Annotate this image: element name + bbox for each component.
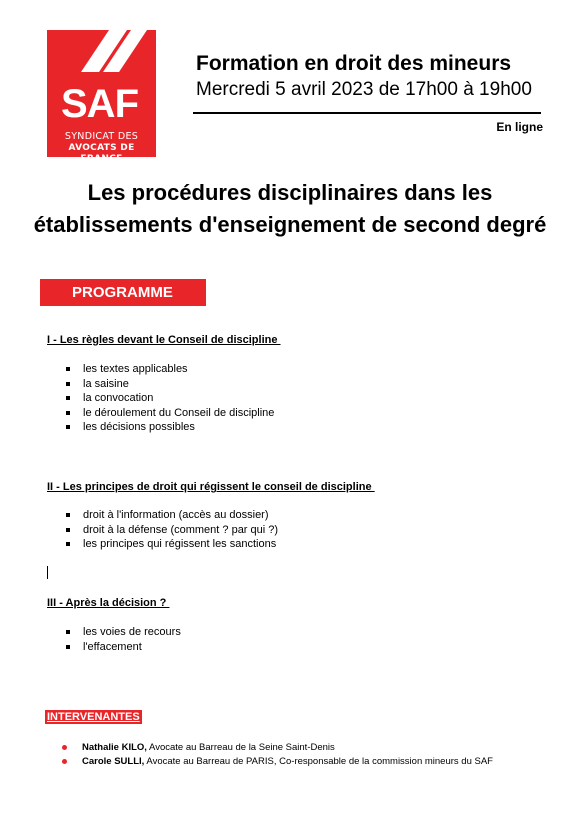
square-bullet-icon	[66, 396, 70, 400]
list-item: les textes applicables	[66, 362, 274, 377]
square-bullet-icon	[66, 411, 70, 415]
main-title-line2: établissements d'enseignement de second degré	[33, 212, 547, 237]
programme-banner	[40, 279, 206, 306]
speaker-item	[62, 741, 493, 755]
section-heading-1: I - Les règles devant le Conseil de discipline	[47, 334, 281, 346]
speaker-role: Avocate au Barreau de la Seine Saint-Denis	[146, 742, 335, 753]
speakers-heading: INTERVENANTES	[47, 711, 140, 723]
square-bullet-icon	[66, 528, 70, 532]
square-bullet-icon	[66, 513, 70, 517]
list-item: la convocation	[66, 391, 274, 406]
logo-subtitle-line1: SYNDICAT DES	[64, 131, 139, 142]
speaker-role: Avocate au Barreau de PARIS, Co-responsable de la commission mineurs du SAF	[144, 755, 493, 767]
event-mode: En ligne	[496, 120, 543, 134]
main-title-line1: Les procédures disciplinaires dans les	[87, 180, 493, 205]
speaker-list	[62, 741, 493, 768]
square-bullet-icon	[66, 542, 70, 546]
red-bullet-icon	[62, 745, 67, 750]
logo-subtitle-line2: AVOCATS DE FRANCE	[68, 143, 135, 164]
square-bullet-icon	[66, 645, 70, 649]
list-item: le déroulement du Conseil de discipline	[66, 406, 274, 421]
section-3-list	[66, 625, 181, 654]
header-divider	[193, 112, 541, 114]
square-bullet-icon	[66, 630, 70, 634]
section-1-list	[66, 362, 274, 435]
event-title: Formation en droit des mineurs	[196, 52, 512, 75]
list-item: les décisions possibles	[66, 420, 274, 435]
section-2-list	[66, 508, 278, 552]
section-heading-2: II - Les principes de droit qui régissent le conseil de discipline	[47, 481, 375, 493]
list-item: l'effacement	[66, 640, 181, 655]
text-cursor	[47, 566, 48, 579]
saf-logo	[47, 30, 156, 164]
list-item: droit à l'information (accès au dossier)	[66, 508, 278, 523]
square-bullet-icon	[66, 382, 70, 386]
logo-text: SAF	[61, 82, 138, 126]
section-heading-3: III - Après la décision ?	[47, 597, 170, 609]
list-item: droit à la défense (comment ? par qui ?)	[66, 523, 278, 538]
speaker-item	[62, 755, 493, 769]
speaker-name: Carole SULLI,	[82, 755, 145, 767]
speaker-name: Nathalie KILO,	[82, 742, 147, 753]
list-item: la saisine	[66, 377, 274, 392]
list-item: les voies de recours	[66, 625, 181, 640]
square-bullet-icon	[66, 367, 70, 371]
square-bullet-icon	[66, 425, 70, 429]
programme-label: PROGRAMME	[72, 284, 173, 301]
list-item: les principes qui régissent les sanctions	[66, 537, 278, 552]
event-date: Mercredi 5 avril 2023 de 17h00 à 19h00	[196, 79, 532, 100]
main-title	[0, 177, 580, 241]
red-bullet-icon	[62, 759, 67, 764]
